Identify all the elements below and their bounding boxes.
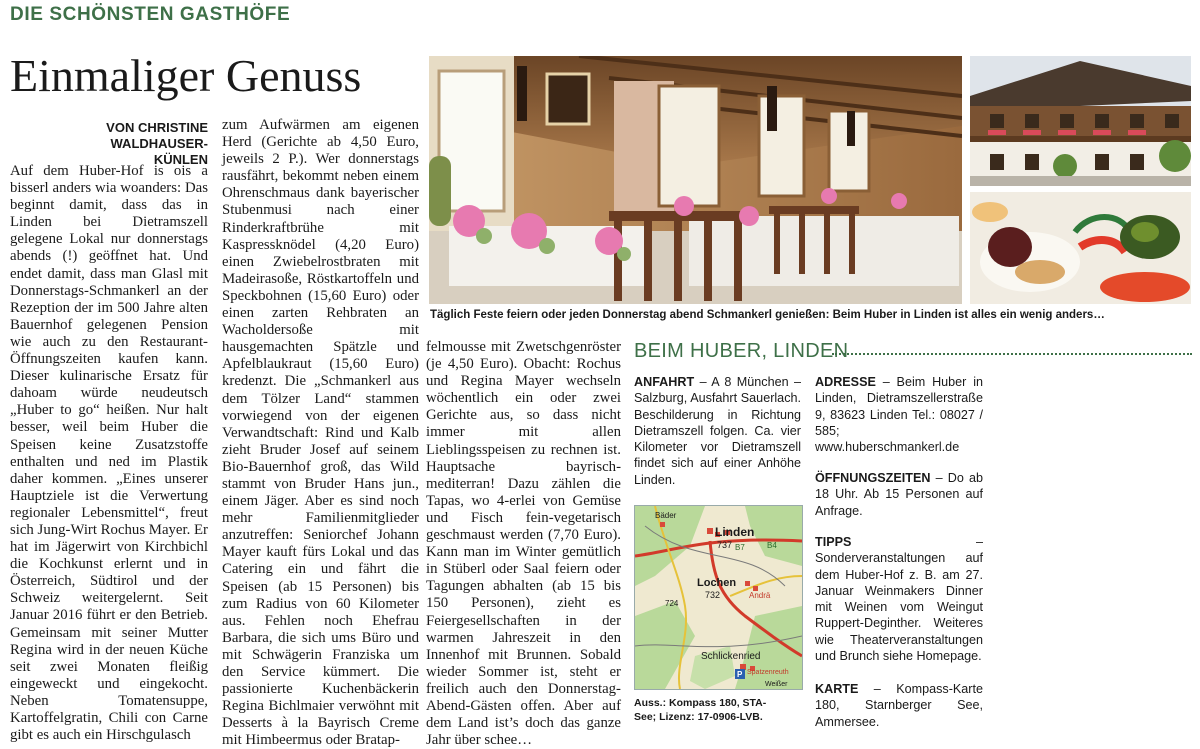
photo-caption: Täglich Feste feiern oder jeden Donnerstag abend Schmankerl genießen: Beim Huber in Linden ist alles ein wenig anders… — [430, 309, 1105, 321]
restaurant-interior-photo — [429, 56, 962, 304]
map-illustration — [635, 506, 802, 689]
info-karte-text: – Kompass-Karte 180, Starnberger See, Ammersee. — [815, 682, 983, 729]
article-title: Einmaliger Genuss — [10, 50, 362, 101]
info-karte — [815, 681, 983, 730]
map-label-lochen: Lochen — [697, 577, 737, 589]
map-label-weisser: Weißer — [765, 681, 788, 688]
section-kicker: DIE SCHÖNSTEN GASTHÖFE — [10, 4, 291, 25]
tapas-food-illustration — [970, 192, 1191, 304]
map-label-spatzenreuth: Spatzenreuth — [747, 669, 789, 676]
farmhouse-illustration — [970, 56, 1191, 186]
info-anfahrt-label: ANFAHRT — [634, 375, 695, 389]
info-adresse-text: – Beim Huber in Linden, Dietramszellerstraße 9, 83623 Linden Tel.: 08027 / 585; www.huberschmankerl.de — [815, 375, 983, 455]
info-anfahrt — [634, 374, 801, 488]
infobox-heading: BEIM HUBER, LINDEN — [634, 340, 849, 362]
info-tipps-text: – Sonderveranstaltungen auf dem Huber-Hof z. B. am 27. Januar Weinmakers Dinner mit Weinen vom Weingut Ruppert-Deginther. Weiteres wie Theaterveranstaltungen und Brunch siehe Homepage. — [815, 535, 983, 664]
map-label-schlickenried: Schlickenried — [701, 651, 761, 662]
info-adresse-label: ADRESSE — [815, 375, 876, 389]
info-oeffnungszeiten-label: ÖFFNUNGSZEITEN — [815, 471, 931, 485]
byline-line-1: VON CHRISTINE — [106, 120, 208, 135]
info-anfahrt-text: – A 8 München – Salzburg, Ausfahrt Sauerlach. Beschilderung in Richtung Dietramszell folgen. Ca. vier Kilometer vor Dietramszell findet sich auf einer Anhöhe Linden. — [634, 375, 802, 487]
map-caption-line-1: Auss.: Kompass 180, STA- — [634, 697, 767, 709]
map-label-732: 732 — [705, 590, 721, 600]
article-column-2: zum Aufwärmen am eigenen Herd (Gerichte ab 4,50 Euro, jeweils 2 P.). Wer donnerstags rausfährt, bekommt neben einem Ohrenschmaus dank bayerischer Stubenmusi nach einer Rinderkraftbrühe mit Kaspressknödel (4,20 Euro) einen Zwiebelrostbraten mit Madeirasoße, Röstkartoffeln und Speckbohnen (15,60 Euro) oder einen zarten Rehbraten an Wacholdersoße mit hausgemachten Spätzle und Apfelblaukraut (15,60 Euro) kredenzt. Die „Schmankerl aus dem Tölzer Land“ stammen vorwiegend von der eigenen Verwandtschaft: Rind und Kalb zieht Bruder Josef auf seinem Bio-Bauernhof groß, das Wild stammt von Bruder Hans jun., einem Jäger. Aber es sind noch mehr Familienmitglieder anzutreffen: Seniorchef Johann Mayer kauft fürs Lokal und das Catering ein und fährt die Speisen (ab 15 Personen) bis zum Radius von 60 Kilometer aus. Fehlen noch Ehefrau Barbara, die sich ums Büro und mit Schwägerin Franziska um den Service kümmert. Die passionierte Kuchenbäckerin Regina Bichlmaier verwöhnt mit Desserts à la Bayrisch Creme mit Himbeermus oder Bratap- — [222, 117, 419, 749]
map-label-b4: B4 — [767, 541, 777, 550]
info-oeffnungszeiten-text: – Do ab 18 Uhr. Ab 15 Personen auf Anfrage. — [815, 471, 984, 518]
article-column-3: felmousse mit Zwetschgenröster (je 4,50 Euro). Obacht: Rochus und Regina Mayer wechseln wöchentlich ein oder zwei Gerichte aus, so dass nicht immer mit allen Lieblingsspeisen zu rechnen ist. Hauptsache bayrisch-mediterran! Dazu zählen die Tapas, wo 4-erlei von Gemüse und Fisch fein-vegetarisch geschmaust werden (7,70 Euro). Kann man im Winter gemütlich in Stüberl oder Saal feiern oder Tagungen abhalten (ab 15 bis 150 Personen), zieht es Feiergesellschaften in der warmen Jahreszeit in den Innenhof mit Brunnen. Sobald wieder Sommer ist, steht er freilich auch den Donnerstag-Abend-Gästen offen. Aber auf dem Land ist’s doch das ganze Jahr über schee… — [426, 339, 621, 749]
map-parking-marker: P — [737, 670, 743, 679]
map-label-linden: Linden — [715, 525, 755, 539]
map-label-737: 737 — [717, 540, 733, 550]
byline-line-2: WALDHAUSER-KÜNLEN — [110, 136, 208, 167]
map-caption-line-2: See; Lizenz: 17-0906-LVB. — [634, 711, 763, 723]
map-label-b7: B7 — [735, 543, 745, 552]
byline — [60, 120, 208, 168]
restaurant-interior-illustration — [429, 56, 962, 304]
info-karte-label: KARTE — [815, 682, 859, 696]
map-label-724: 724 — [665, 599, 679, 608]
farmhouse-photo — [970, 56, 1191, 186]
map-label-andrae: Andrä — [749, 591, 771, 600]
info-oeffnungszeiten — [815, 470, 983, 519]
location-map — [634, 505, 803, 690]
info-tipps-label: TIPPS — [815, 535, 852, 549]
info-adresse — [815, 374, 983, 455]
info-tipps — [815, 534, 983, 664]
tapas-food-photo — [970, 192, 1191, 304]
map-label-baeder: Bäder — [655, 511, 677, 520]
article-column-1: Auf dem Huber-Hof is ois a bisserl anders wia woanders: Das beginnt damit, dass das in Linden bei Dietramszell gelegene Lokal nur donnerstags abends (!) geöffnet hat. Und endet damit, dass man Glasl mit Donnerstags-Schmankerl an der Rezeption der im 500 Jahre alten Bauernhof gelegenen Pension wie auch zu den Restaurant-Öffnungszeiten kaufen kann. Dieser kulinarische Ersatz für dahoam würde neudeutsch „Huber to go“ heißen. Nur halt besser, weil beim Huber die Speisen keine Zusatzstoffe enthalten und ned im Plastik daher kommen. „Eines unserer Hauptziele ist die Verwertung regionaler Lebensmittel“, freut sich Jung-Wirt Rochus Mayer. Er hat im Jägerwirt von Kirchbichl die Kochkunst erlernt und in Österreich, Südtirol und der Schweiz weitergelernt. Seit Januar 2016 führt er den Betrieb. Gemeinsam mit seiner Mutter Regina wird in der neuen Küche seit zwei Monaten fleißig eingeweckt und eingekocht. Neben Tomatensuppe, Kartoffelgratin, Chili con Carne gibt es auch ein Hirschgulasch — [10, 163, 208, 744]
infobox-heading-rule — [832, 353, 1192, 355]
map-caption — [634, 696, 804, 724]
